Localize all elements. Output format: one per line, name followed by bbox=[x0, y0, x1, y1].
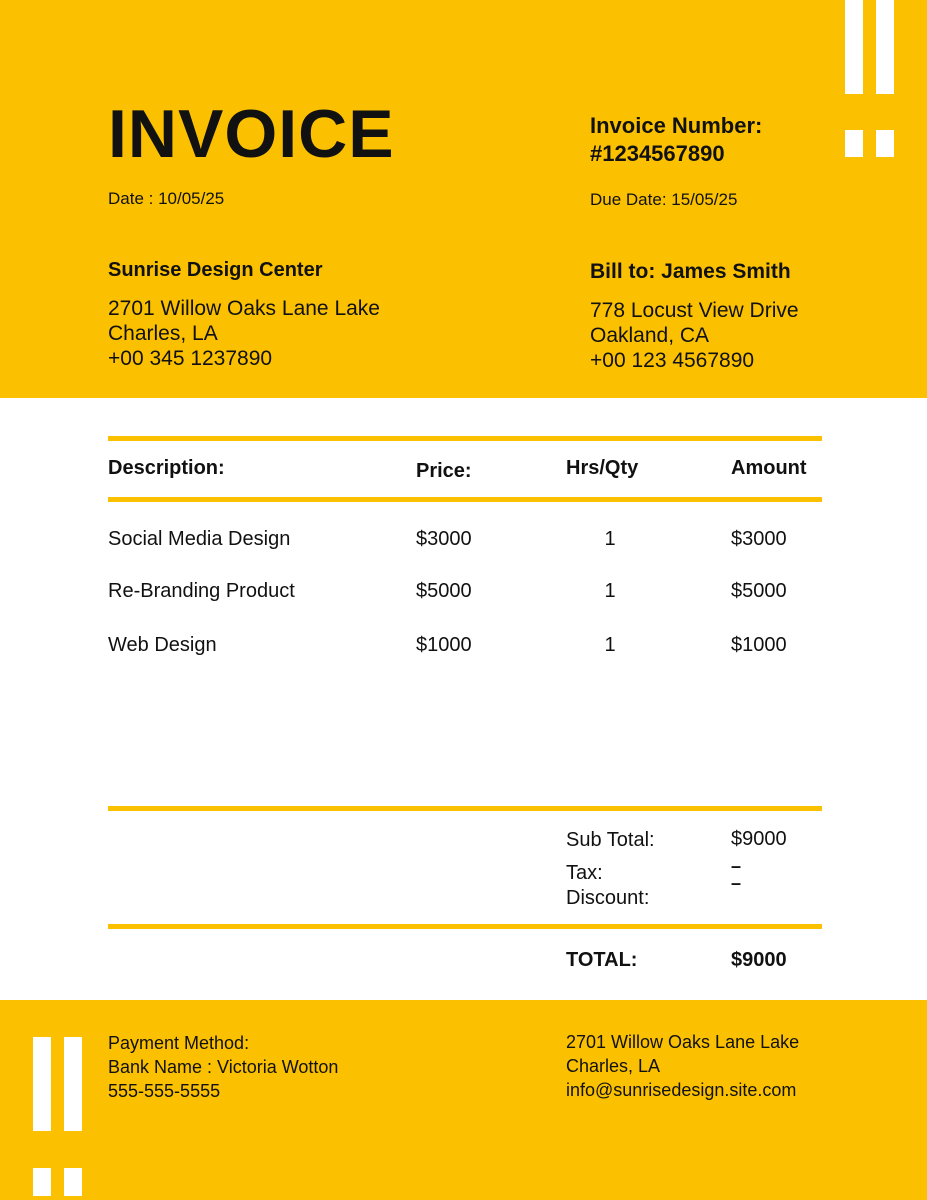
table-top-rule bbox=[108, 436, 822, 441]
company-name: Sunrise Design Center bbox=[108, 259, 323, 281]
decorative-bar bbox=[33, 1168, 51, 1196]
discount-value: – bbox=[731, 873, 742, 893]
header-description: Description: bbox=[108, 457, 225, 479]
due-date: Due Date: 15/05/25 bbox=[590, 190, 738, 209]
tax-value: – bbox=[731, 856, 742, 876]
bill-to-address-line2: Oakland, CA bbox=[590, 324, 710, 347]
invoice-number: #1234567890 bbox=[590, 141, 725, 166]
row-description: Social Media Design bbox=[108, 528, 291, 550]
total-label: TOTAL: bbox=[566, 949, 638, 971]
footer-address-line1: 2701 Willow Oaks Lane Lake bbox=[566, 1032, 800, 1052]
payment-method-label: Payment Method: bbox=[108, 1033, 250, 1053]
row-qty: 1 bbox=[604, 580, 616, 602]
footer-email: info@sunrisedesign.site.com bbox=[566, 1080, 797, 1100]
bill-to-address-line1: 778 Locust View Drive bbox=[590, 299, 799, 322]
tax-label: Tax: bbox=[566, 862, 603, 884]
row-description: Re-Branding Product bbox=[108, 580, 295, 602]
company-address-line2: Charles, LA bbox=[108, 322, 218, 345]
row-price: $3000 bbox=[416, 528, 472, 550]
row-price: $5000 bbox=[416, 580, 472, 602]
decorative-bar bbox=[876, 130, 894, 157]
discount-label: Discount: bbox=[566, 887, 650, 909]
total-value: $9000 bbox=[731, 949, 787, 971]
table-header-rule bbox=[108, 497, 822, 502]
payment-phone: 555-555-5555 bbox=[108, 1081, 221, 1101]
header-qty: Hrs/Qty bbox=[566, 457, 639, 479]
footer-contact bbox=[566, 1030, 799, 1102]
invoice-number-label: Invoice Number: bbox=[590, 113, 763, 138]
totals-top-rule bbox=[108, 806, 822, 811]
invoice-date: Date : 10/05/25 bbox=[108, 189, 225, 208]
footer-address-line2: Charles, LA bbox=[566, 1056, 661, 1076]
row-amount: $5000 bbox=[731, 580, 787, 602]
header-price: Price: bbox=[416, 460, 472, 482]
row-qty: 1 bbox=[604, 528, 616, 550]
company-phone: +00 345 1237890 bbox=[108, 347, 273, 370]
decorative-bar bbox=[845, 0, 863, 94]
company-address bbox=[108, 296, 380, 371]
row-qty: 1 bbox=[604, 634, 616, 656]
bill-to-address bbox=[590, 298, 799, 373]
company-address-line1: 2701 Willow Oaks Lane Lake bbox=[108, 297, 380, 320]
bill-to-label: Bill to: James Smith bbox=[590, 260, 791, 283]
bill-to-phone: +00 123 4567890 bbox=[590, 349, 755, 372]
totals-bottom-rule bbox=[108, 924, 822, 929]
decorative-bar bbox=[64, 1168, 82, 1196]
decorative-bar bbox=[64, 1037, 82, 1131]
decorative-bar bbox=[845, 130, 863, 157]
subtotal-label: Sub Total: bbox=[566, 829, 655, 851]
invoice-title: INVOICE bbox=[108, 96, 395, 172]
header-amount: Amount bbox=[731, 457, 807, 479]
decorative-bar bbox=[33, 1037, 51, 1131]
bank-name: Bank Name : Victoria Wotton bbox=[108, 1057, 339, 1077]
row-amount: $3000 bbox=[731, 528, 787, 550]
payment-info bbox=[108, 1031, 338, 1103]
row-amount: $1000 bbox=[731, 634, 787, 656]
subtotal-value: $9000 bbox=[731, 828, 787, 850]
decorative-bar bbox=[876, 0, 894, 94]
row-description: Web Design bbox=[108, 634, 217, 656]
row-price: $1000 bbox=[416, 634, 472, 656]
